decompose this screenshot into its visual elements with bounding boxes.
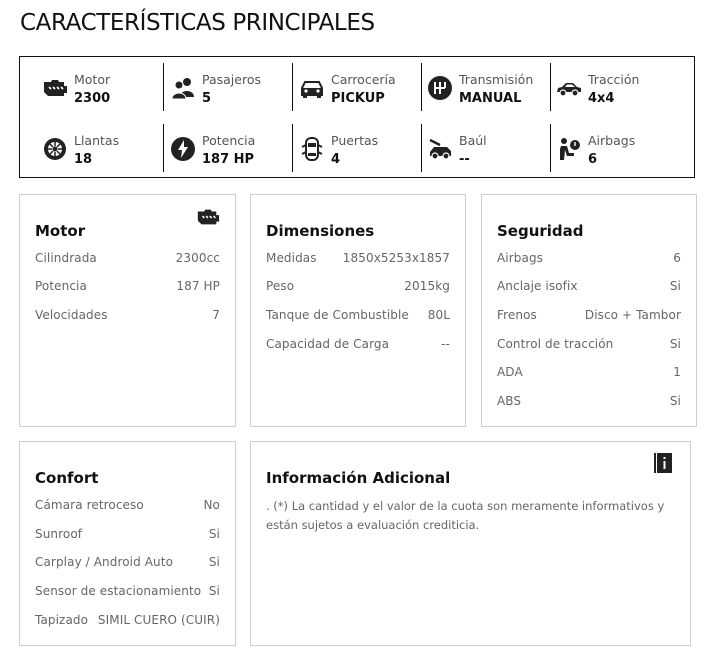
summary-value: 4: [331, 152, 341, 167]
summary-divider: [550, 124, 551, 172]
spec-value: Si: [669, 279, 681, 293]
spec-label: Sensor de estacionamiento: [35, 584, 202, 598]
summary-label: Llantas: [74, 133, 120, 148]
summary-value: 2300: [74, 91, 111, 106]
page-title: CARACTERÍSTICAS PRINCIPALES: [20, 10, 375, 36]
spec-row: [35, 584, 220, 602]
summary-divider: [292, 124, 293, 172]
spec-row: [266, 308, 450, 326]
car-body-icon: [299, 75, 325, 101]
spec-label: Velocidades: [35, 308, 108, 322]
spec-label: Frenos: [497, 308, 537, 322]
summary-label: Carrocería: [331, 72, 396, 87]
spec-value: --: [441, 337, 450, 351]
spec-value: SIMIL CUERO (CUIR): [97, 613, 220, 627]
card-motor: [19, 194, 236, 427]
passengers-icon: [170, 75, 196, 101]
spec-label: Medidas: [266, 251, 317, 265]
card-confort: [19, 441, 236, 646]
card-title: Motor: [35, 222, 86, 240]
card-info-adicional: [250, 441, 691, 646]
spec-label: Airbags: [497, 251, 544, 265]
spec-label: Anclaje isofix: [497, 279, 578, 293]
spec-row: [497, 279, 681, 297]
summary-panel: [19, 56, 695, 178]
spec-value: Disco + Tambor: [584, 308, 681, 322]
card-title: Información Adicional: [266, 469, 451, 487]
spec-row: [497, 251, 681, 269]
spec-row: [35, 555, 220, 573]
spec-value: Si: [208, 555, 220, 569]
spec-label: Tapizado: [35, 613, 89, 627]
spec-row: [497, 308, 681, 326]
summary-value: 187 HP: [202, 152, 255, 167]
spec-value: Si: [208, 584, 220, 598]
summary-divider: [163, 63, 164, 111]
summary-divider: [163, 124, 164, 172]
spec-value: 187 HP: [176, 279, 220, 293]
spec-row: [35, 527, 220, 545]
card-title: Seguridad: [497, 222, 584, 240]
spec-label: Cilindrada: [35, 251, 97, 265]
engine-icon: [195, 205, 221, 233]
engine-icon: [42, 75, 68, 101]
spec-row: [497, 337, 681, 355]
summary-item-transmision: [405, 63, 533, 111]
summary-divider: [421, 63, 422, 111]
spec-label: Control de tracción: [497, 337, 614, 351]
summary-item-puertas: [277, 124, 405, 172]
summary-item-motor: [20, 63, 148, 111]
summary-value: PICKUP: [331, 91, 385, 106]
summary-value: 18: [74, 152, 93, 167]
spec-value: 80L: [427, 308, 450, 322]
summary-label: Baúl: [459, 133, 487, 148]
spec-value: 6: [673, 251, 681, 265]
spec-row: [35, 308, 220, 326]
card-seguridad: [481, 194, 697, 427]
spec-row: [35, 279, 220, 297]
spec-row: [266, 279, 450, 297]
summary-value: MANUAL: [459, 91, 522, 106]
summary-item-baul: [405, 124, 533, 172]
spec-value: 7: [212, 308, 220, 322]
spec-value: 1850x5253x1857: [342, 251, 450, 265]
spec-label: Potencia: [35, 279, 87, 293]
summary-item-pasajeros: [148, 63, 276, 111]
spec-value: 2300cc: [175, 251, 220, 265]
summary-label: Pasajeros: [202, 72, 261, 87]
spec-label: Capacidad de Carga: [266, 337, 390, 351]
spec-label: Tanque de Combustible: [266, 308, 409, 322]
gearbox-icon: [427, 75, 453, 101]
summary-item-potencia: [148, 124, 276, 172]
wheel-icon: [42, 136, 68, 162]
spec-value: Si: [669, 337, 681, 351]
card-dimensiones: [250, 194, 466, 427]
spec-row: [266, 251, 450, 269]
spec-label: Carplay / Android Auto: [35, 555, 174, 569]
spec-label: Cámara retroceso: [35, 498, 144, 512]
spec-label: Peso: [266, 279, 295, 293]
spec-value: No: [203, 498, 220, 512]
summary-divider: [292, 63, 293, 111]
card-title: Dimensiones: [266, 222, 375, 240]
info-book-icon: [652, 452, 674, 478]
summary-label: Potencia: [202, 133, 256, 148]
spec-row: [497, 365, 681, 383]
summary-divider: [550, 63, 551, 111]
card-title: Confort: [35, 469, 99, 487]
spec-value: Si: [669, 394, 681, 408]
lightning-icon: [170, 136, 196, 162]
summary-divider: [421, 124, 422, 172]
spec-row: [497, 394, 681, 412]
spec-label: ADA: [497, 365, 523, 379]
car-side-icon: [556, 75, 582, 101]
info-disclaimer-text: . (*) La cantidad y el valor de la cuota son meramente informativos y están sujetos a evaluación crediticia.: [266, 499, 665, 532]
summary-label: Airbags: [588, 133, 636, 148]
summary-item-llantas: [20, 124, 148, 172]
spec-label: ABS: [497, 394, 522, 408]
spec-row: [35, 498, 220, 516]
summary-label: Puertas: [331, 133, 379, 148]
spec-value: 2015kg: [404, 279, 450, 293]
summary-label: Transmisión: [459, 72, 534, 87]
summary-item-carroceria: [277, 63, 405, 111]
spec-row: [266, 337, 450, 355]
summary-item-traccion: [534, 63, 662, 111]
trunk-icon: [427, 136, 453, 162]
summary-label: Tracción: [588, 72, 640, 87]
spec-row: [35, 613, 220, 631]
airbag-icon: [556, 136, 582, 162]
spec-value: Si: [208, 527, 220, 541]
car-doors-icon: [299, 136, 325, 162]
summary-label: Motor: [74, 72, 111, 87]
summary-value: 4x4: [588, 91, 615, 106]
summary-value: --: [459, 152, 470, 167]
summary-item-airbags: [534, 124, 662, 172]
spec-row: [35, 251, 220, 269]
spec-label: Sunroof: [35, 527, 83, 541]
summary-value: 6: [588, 152, 598, 167]
spec-value: 1: [673, 365, 681, 379]
summary-value: 5: [202, 91, 212, 106]
